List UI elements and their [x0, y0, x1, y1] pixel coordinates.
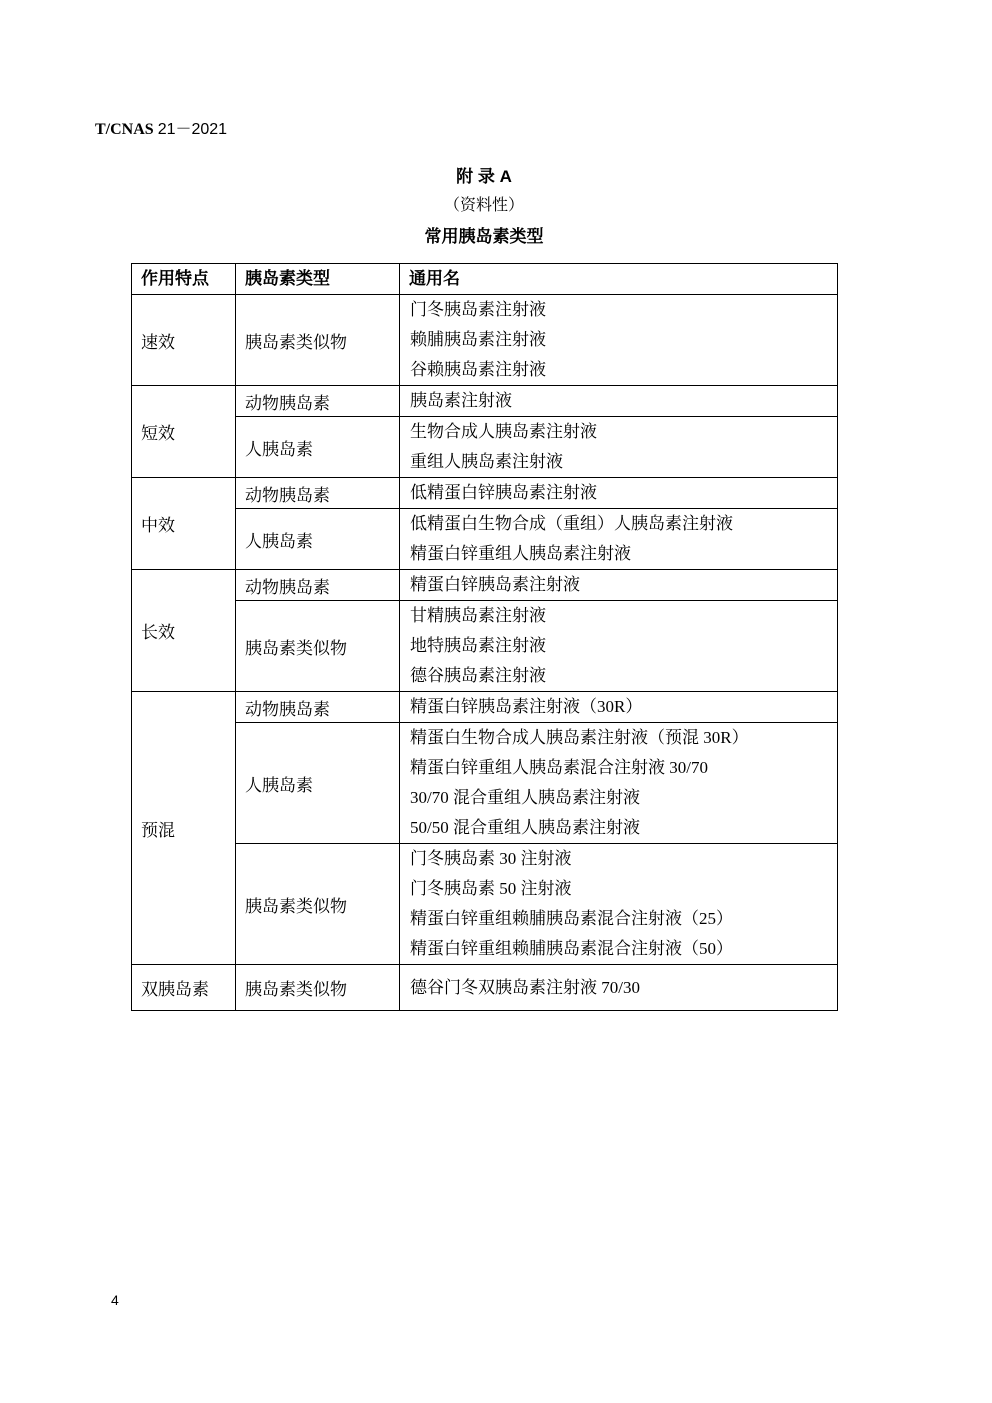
table-row [132, 417, 838, 478]
header-cell-name: 通用名 [400, 264, 838, 295]
insulin-type-cell: 动物胰岛素 [236, 478, 400, 509]
generic-name-cell [400, 509, 838, 570]
generic-name-cell [400, 295, 838, 386]
generic-name: 低精蛋白生物合成（重组）人胰岛素注射液 [410, 514, 733, 533]
appendix-nature: （资料性） [443, 197, 524, 214]
header-cell-type: 胰岛素类型 [236, 264, 400, 295]
action-cell: 速效 [132, 295, 236, 386]
generic-name-cell [400, 478, 838, 509]
table-body [132, 295, 838, 1011]
insulin-type-cell: 动物胰岛素 [236, 570, 400, 601]
table-row [132, 692, 838, 723]
generic-name: 精蛋白锌重组人胰岛素注射液 [410, 544, 631, 563]
insulin-type-cell: 胰岛素类似物 [236, 965, 400, 1011]
insulin-type-cell: 人胰岛素 [236, 417, 400, 478]
generic-name-cell [400, 417, 838, 478]
action-cell: 长效 [132, 570, 236, 692]
generic-name: 德谷门冬双胰岛素注射液 70/30 [410, 977, 640, 997]
generic-name: 赖脯胰岛素注射液 [410, 330, 546, 349]
insulin-type-cell: 胰岛素类似物 [236, 844, 400, 965]
generic-name: 精蛋白锌重组赖脯胰岛素混合注射液（50） [410, 939, 733, 958]
table-row [132, 478, 838, 509]
table-row [132, 844, 838, 965]
generic-name: 30/70 混合重组人胰岛素注射液 [410, 788, 640, 807]
header-cell-action: 作用特点 [132, 264, 236, 295]
generic-name-cell [400, 386, 838, 417]
page-number: 4 [111, 1292, 119, 1308]
table-row [132, 509, 838, 570]
generic-name-cell [400, 965, 838, 1011]
table-row [132, 601, 838, 692]
table-title: 常用胰岛素类型 [424, 227, 544, 246]
generic-name-cell [400, 844, 838, 965]
insulin-type-cell: 动物胰岛素 [236, 692, 400, 723]
generic-name-cell [400, 723, 838, 844]
generic-name-cell [400, 692, 838, 723]
insulin-type-cell: 胰岛素类似物 [236, 295, 400, 386]
generic-name: 重组人胰岛素注射液 [410, 452, 563, 471]
appendix-label: 附 录 A [456, 167, 512, 186]
insulin-type-cell: 胰岛素类似物 [236, 601, 400, 692]
generic-name: 德谷胰岛素注射液 [410, 666, 546, 685]
action-cell: 短效 [132, 386, 236, 478]
generic-name-cell [400, 570, 838, 601]
table-header-row [132, 264, 838, 295]
generic-name: 甘精胰岛素注射液 [410, 606, 546, 625]
generic-name: 胰岛素注射液 [410, 391, 512, 410]
table-row [132, 965, 838, 1011]
insulin-types-table [131, 263, 838, 1011]
standard-code: T/CNAS [95, 121, 154, 138]
generic-name: 精蛋白锌胰岛素注射液（30R） [410, 697, 643, 716]
generic-name: 精蛋白锌重组赖脯胰岛素混合注射液（25） [410, 909, 733, 928]
insulin-type-cell: 动物胰岛素 [236, 386, 400, 417]
table-row [132, 386, 838, 417]
insulin-type-cell: 人胰岛素 [236, 723, 400, 844]
insulin-type-cell: 人胰岛素 [236, 509, 400, 570]
generic-name: 50/50 混合重组人胰岛素注射液 [410, 818, 640, 837]
table-row [132, 295, 838, 386]
generic-name-cell [400, 601, 838, 692]
table-row [132, 570, 838, 601]
generic-name: 精蛋白生物合成人胰岛素注射液（预混 30R） [410, 728, 749, 747]
action-cell: 中效 [132, 478, 236, 570]
generic-name: 门冬胰岛素注射液 [410, 300, 546, 319]
generic-name: 门冬胰岛素 50 注射液 [410, 879, 572, 898]
generic-name: 精蛋白锌重组人胰岛素混合注射液 30/70 [410, 758, 708, 777]
generic-name: 地特胰岛素注射液 [410, 636, 546, 655]
standard-number: 21－2021 [157, 121, 228, 138]
generic-name: 门冬胰岛素 30 注射液 [410, 849, 572, 868]
generic-name: 谷赖胰岛素注射液 [410, 360, 546, 379]
action-cell: 双胰岛素 [132, 965, 236, 1011]
generic-name: 精蛋白锌胰岛素注射液 [410, 575, 580, 594]
table-row [132, 723, 838, 844]
action-cell: 预混 [132, 692, 236, 965]
standard-header [95, 119, 227, 141]
generic-name: 生物合成人胰岛素注射液 [410, 422, 597, 441]
generic-name: 低精蛋白锌胰岛素注射液 [410, 483, 597, 502]
